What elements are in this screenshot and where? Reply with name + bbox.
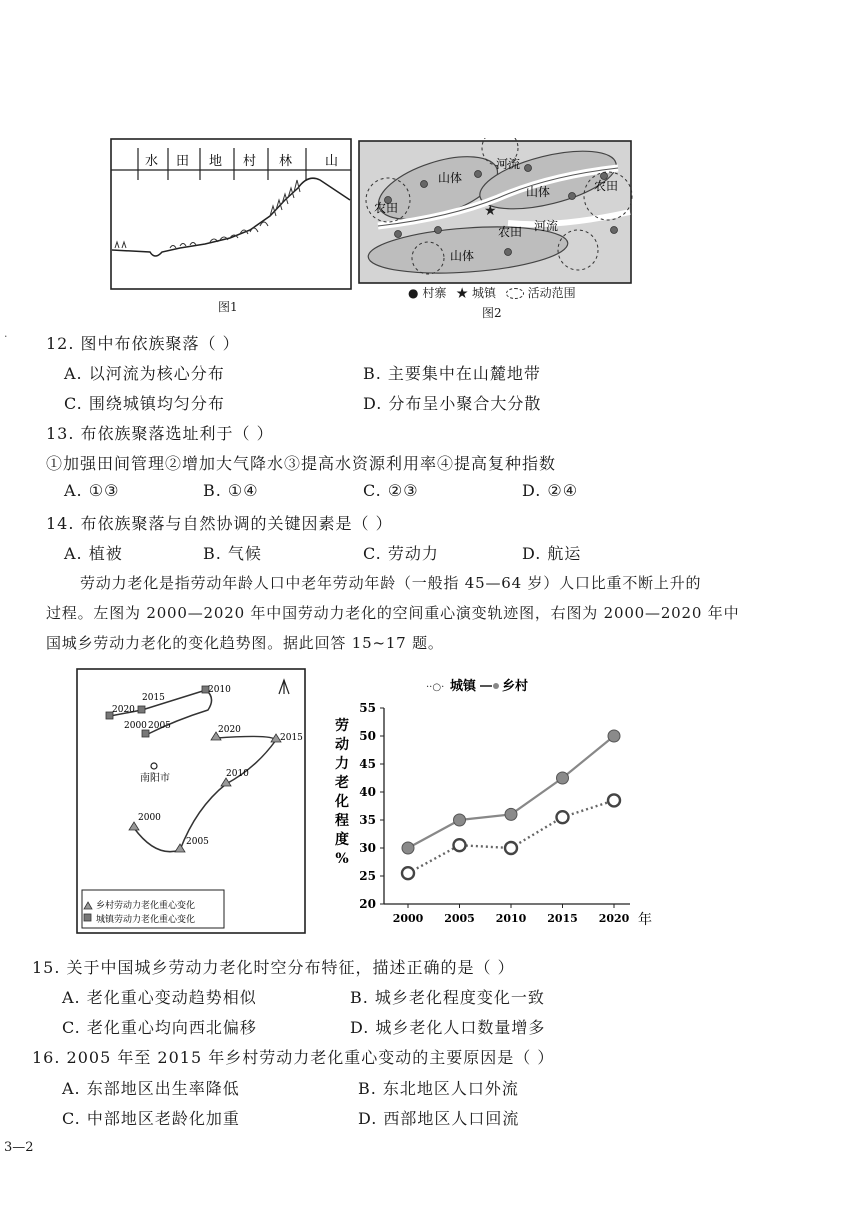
range-legend-icon bbox=[506, 288, 524, 299]
y-tick-label: 30 bbox=[359, 841, 376, 855]
y-label-char: % bbox=[335, 851, 349, 867]
label-field-3: 农田 bbox=[498, 225, 523, 239]
q16-stem: 16. 2005 年至 2015 年乡村劳动力老化重心变动的主要原因是（ ） bbox=[32, 1048, 555, 1067]
legend-urban-gravity: 城镇劳动力老化重心变化 bbox=[96, 915, 196, 925]
x-tick-label: 2000 bbox=[392, 912, 424, 925]
urban-year-2000: 2000 bbox=[124, 721, 147, 731]
q15-option-c[interactable]: C. 老化重心均向西北偏移 bbox=[62, 1018, 257, 1037]
rural-year-2010: 2010 bbox=[226, 769, 249, 779]
zone-forest: 林 bbox=[279, 154, 293, 169]
zone-water: 水 bbox=[145, 154, 159, 169]
label-field-2: 农田 bbox=[594, 179, 619, 193]
rural-point bbox=[505, 808, 517, 820]
label-river-1: 河流 bbox=[496, 157, 521, 171]
figure-2-legend bbox=[408, 284, 576, 301]
q12-stem: 12. 图中布依族聚落（ ） bbox=[46, 334, 240, 353]
figure-1-caption: 图1 bbox=[218, 300, 238, 314]
rural-point bbox=[402, 842, 414, 854]
label-river-2: 河流 bbox=[534, 219, 559, 233]
label-field-1: 农田 bbox=[374, 201, 399, 215]
q15-option-d[interactable]: D. 城乡老化人口数量增多 bbox=[350, 1018, 546, 1037]
q14-option-a[interactable]: A. 植被 bbox=[64, 544, 123, 563]
rural-year-2015: 2015 bbox=[280, 733, 303, 743]
q13-option-a[interactable]: A. ①③ bbox=[64, 481, 120, 500]
x-tick-label: 2010 bbox=[495, 912, 527, 925]
urban-point bbox=[402, 867, 414, 879]
series-line-rural bbox=[408, 736, 614, 848]
rural-point bbox=[454, 814, 466, 826]
q15-option-b[interactable]: B. 城乡老化程度变化一致 bbox=[350, 988, 545, 1007]
x-tick-label: 2005 bbox=[444, 912, 475, 925]
label-mountain-1: 山体 bbox=[438, 171, 463, 185]
y-tick-label: 20 bbox=[359, 897, 376, 911]
q14-option-b[interactable]: B. 气候 bbox=[203, 544, 262, 563]
q15-option-a[interactable]: A. 老化重心变动趋势相似 bbox=[62, 988, 257, 1007]
urban-point bbox=[557, 811, 569, 823]
terrain-profile-diagram bbox=[110, 138, 352, 290]
q12-option-a[interactable]: A. 以河流为核心分布 bbox=[64, 364, 225, 383]
zone-mountain: 山 bbox=[325, 154, 339, 169]
town-legend-icon: ★ bbox=[456, 286, 469, 300]
urban-year-2020: 2020 bbox=[112, 705, 135, 715]
q16-option-a[interactable]: A. 东部地区出生率降低 bbox=[62, 1079, 240, 1098]
q12-option-b[interactable]: B. 主要集中在山麓地带 bbox=[363, 364, 541, 383]
rural-legend-marker-icon bbox=[493, 683, 499, 689]
rural-point bbox=[608, 730, 620, 742]
legend-rural-gravity: 乡村劳动力老化重心变化 bbox=[96, 901, 196, 911]
aging-line-chart bbox=[320, 668, 670, 938]
y-label-char: 度 bbox=[335, 832, 349, 848]
chart-legend bbox=[426, 678, 528, 694]
q12-option-d[interactable]: D. 分布呈小聚合大分散 bbox=[363, 394, 542, 413]
figure-2 bbox=[358, 138, 634, 328]
q12-option-c[interactable]: C. 围绕城镇均匀分布 bbox=[64, 394, 225, 413]
rural-point bbox=[557, 772, 569, 784]
y-tick-label: 40 bbox=[359, 785, 376, 799]
settlement-map bbox=[358, 138, 634, 286]
figure-1 bbox=[110, 138, 352, 314]
chart-series bbox=[402, 730, 620, 879]
x-tick-label: 2020 bbox=[598, 912, 630, 925]
q13-option-b[interactable]: B. ①④ bbox=[203, 481, 259, 500]
legend-range: 活动范围 bbox=[527, 286, 576, 300]
y-label-char: 老 bbox=[335, 775, 349, 791]
q15-stem: 15. 关于中国城乡劳动力老化时空分布特征，描述正确的是（ ） bbox=[32, 958, 515, 977]
y-axis-label bbox=[334, 717, 349, 867]
y-label-char: 劳 bbox=[335, 718, 349, 734]
village-legend-icon: ● bbox=[408, 286, 419, 300]
legend-village: 村寨 bbox=[422, 286, 447, 300]
urban-point bbox=[454, 839, 466, 851]
margin-mark: · bbox=[4, 330, 8, 343]
urban-point bbox=[608, 794, 620, 806]
figure-2-caption: 图2 bbox=[482, 306, 502, 320]
urban-year-2015: 2015 bbox=[142, 693, 165, 703]
y-tick-label: 35 bbox=[359, 813, 376, 827]
q14-stem: 14. 布依族聚落与自然协调的关键因素是（ ） bbox=[46, 514, 393, 533]
chart-svg bbox=[320, 668, 670, 938]
y-label-char: 力 bbox=[335, 756, 349, 772]
q16-option-c[interactable]: C. 中部地区老龄化加重 bbox=[62, 1109, 240, 1128]
legend-urban: 城镇 bbox=[450, 679, 477, 694]
q13-stem: 13. 布依族聚落选址利于（ ） bbox=[46, 424, 274, 443]
label-mountain-2: 山体 bbox=[526, 185, 551, 199]
q14-option-c[interactable]: C. 劳动力 bbox=[363, 544, 439, 563]
rural-year-2020: 2020 bbox=[218, 725, 241, 735]
urban-point bbox=[505, 842, 517, 854]
urban-year-2005: 2005 bbox=[148, 721, 171, 731]
q14-option-d[interactable]: D. 航运 bbox=[522, 544, 582, 563]
passage-line-3: 国城乡劳动力老化的变化趋势图。据此回答 15~17 题。 bbox=[46, 634, 444, 652]
rural-year-2000: 2000 bbox=[138, 813, 161, 823]
urban-year-2010: 2010 bbox=[208, 685, 231, 695]
chart-axes bbox=[359, 701, 630, 925]
label-mountain-3: 山体 bbox=[450, 249, 475, 263]
rural-year-2005: 2005 bbox=[186, 837, 209, 847]
zone-land: 地 bbox=[209, 154, 223, 169]
urban-legend-marker-icon: ··○· bbox=[426, 682, 445, 693]
x-tick-label: 2015 bbox=[547, 912, 578, 925]
q16-option-b[interactable]: B. 东北地区人口外流 bbox=[358, 1079, 519, 1098]
town-star-icon: ★ bbox=[484, 203, 497, 219]
passage-line-1: 劳动力老化是指劳动年龄人口中老年劳动年龄（一般指 45—64 岁）人口比重不断上升的 bbox=[80, 574, 702, 592]
y-tick-label: 55 bbox=[359, 701, 376, 715]
trajectory-map bbox=[76, 668, 306, 934]
q16-option-d[interactable]: D. 西部地区人口回流 bbox=[358, 1109, 520, 1128]
zone-village: 村 bbox=[243, 154, 257, 169]
passage-line-2: 过程。左图为 2000—2020 年中国劳动力老化的空间重心演变轨迹图，右图为 2000—2020 年中 bbox=[46, 604, 740, 622]
y-tick-label: 25 bbox=[359, 869, 376, 883]
q13-option-d[interactable]: D. ②④ bbox=[522, 481, 579, 500]
x-axis-unit: 年 bbox=[638, 912, 652, 928]
page-number: 3—2 bbox=[4, 1140, 34, 1155]
zone-field: 田 bbox=[176, 154, 190, 169]
y-tick-label: 45 bbox=[359, 757, 376, 771]
q13-items: ①加强田间管理②增加大气降水③提高水资源利用率④提高复种指数 bbox=[46, 454, 557, 473]
y-label-char: 动 bbox=[335, 737, 349, 753]
gravity-center-map bbox=[76, 668, 306, 934]
q13-option-c[interactable]: C. ②③ bbox=[363, 481, 419, 500]
y-label-char: 化 bbox=[335, 794, 349, 810]
legend-rural: 乡村 bbox=[502, 679, 529, 694]
y-tick-label: 50 bbox=[359, 729, 376, 743]
legend-town: 城镇 bbox=[472, 286, 497, 300]
y-label-char: 程 bbox=[335, 813, 349, 829]
city-label: 南阳市 bbox=[140, 773, 170, 784]
